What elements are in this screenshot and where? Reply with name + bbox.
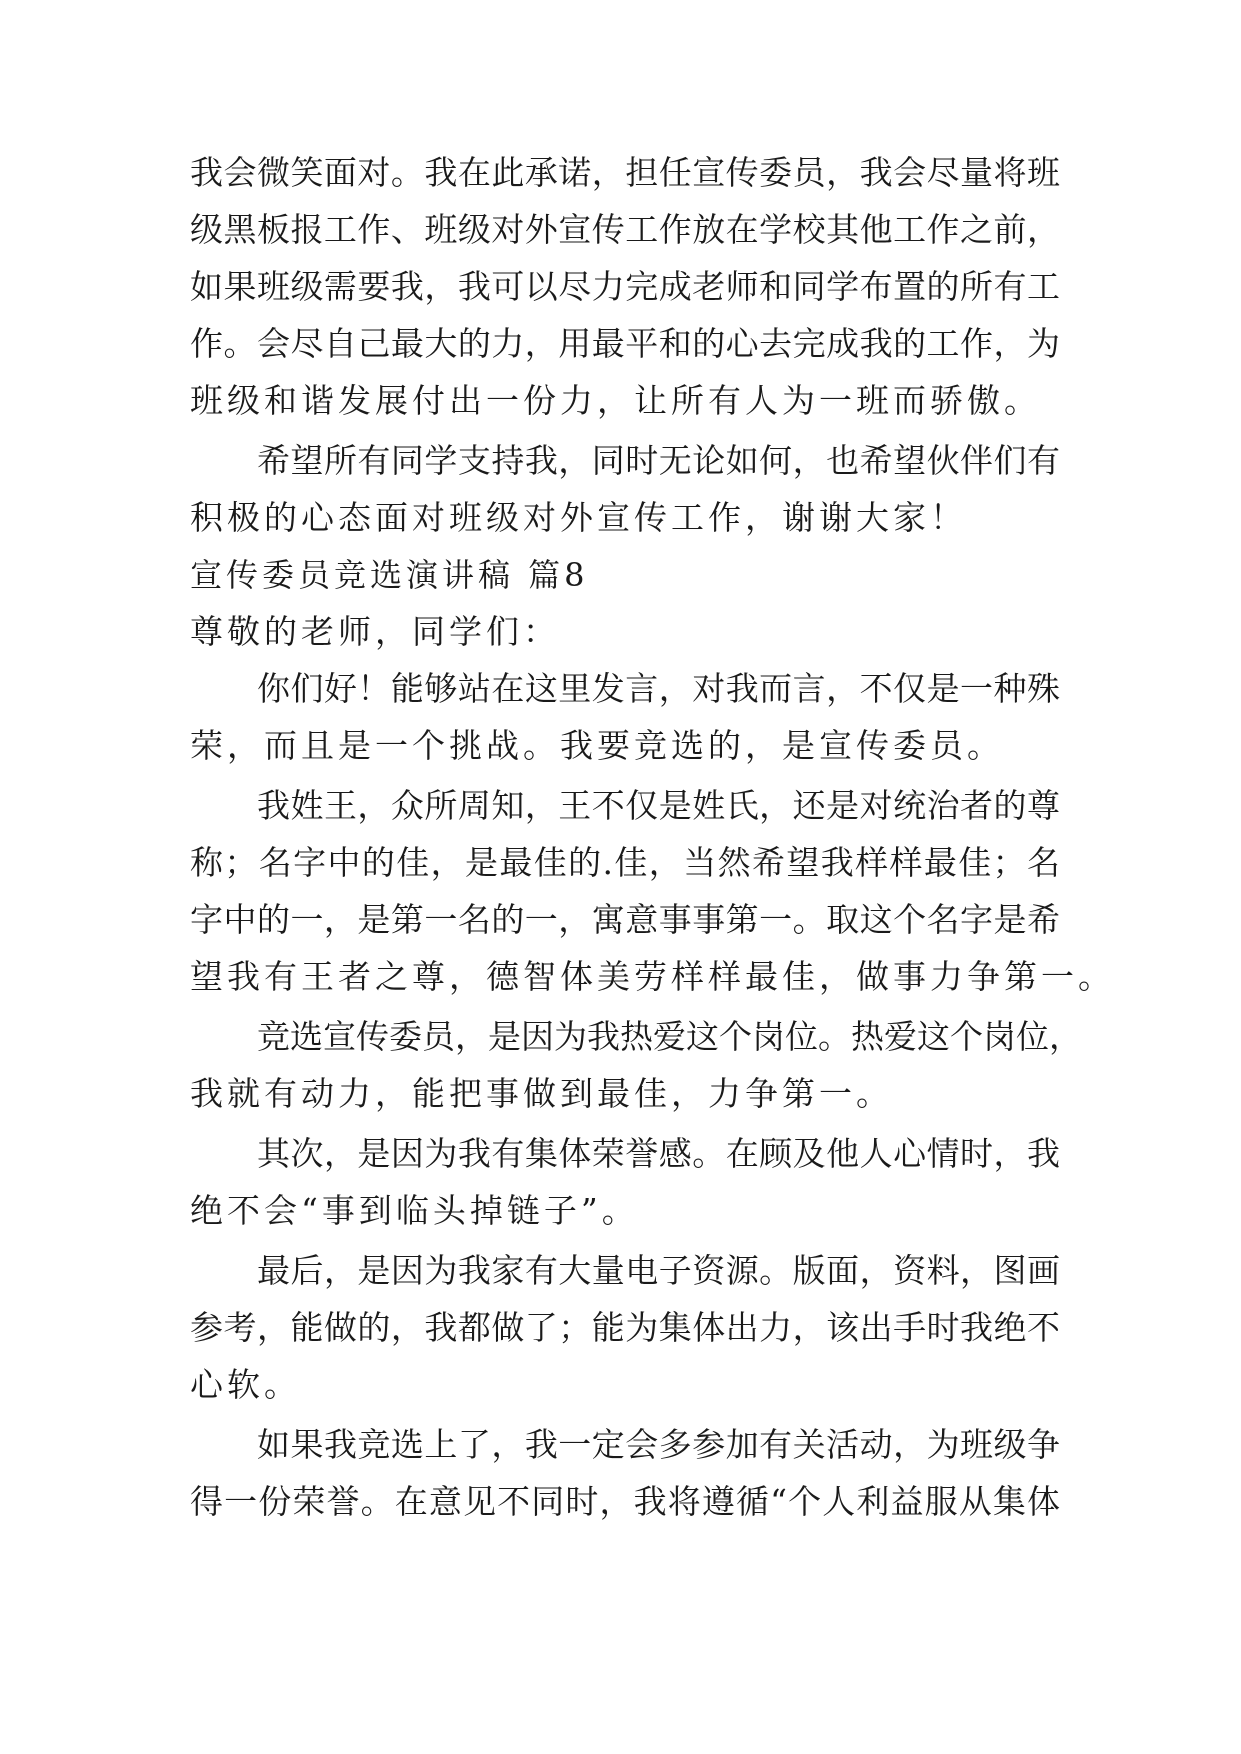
text-line: 心软。: [190, 1365, 301, 1404]
text-line: 绝不会“事到临头掉链子”。: [190, 1191, 639, 1230]
text-line: 称；名字中的佳，是最佳的.佳，当然希望我样样最佳；名: [190, 843, 1060, 882]
paragraph-first-line: 希望所有同学支持我，同时无论如何，也希望伙伴们有: [257, 441, 1060, 480]
text-line: 如果班级需要我，我可以尽力完成老师和同学布置的所有工: [190, 267, 1060, 306]
text-line: 参考，能做的，我都做了；能为集体出力，该出手时我绝不: [190, 1308, 1060, 1347]
text-line: 望我有王者之尊，德智体美劳样样最佳，做事力争第一。: [190, 957, 1115, 996]
paragraph-first-line: 最后，是因为我家有大量电子资源。版面，资料，图画: [257, 1251, 1060, 1290]
paragraph-first-line: 我姓王，众所周知，王不仅是姓氏，还是对统治者的尊: [257, 786, 1060, 825]
salutation: 尊敬的老师，同学们：: [190, 612, 560, 651]
paragraph-first-line: 其次，是因为我有集体荣誉感。在顾及他人心情时，我: [257, 1134, 1060, 1173]
text-line: 我会微笑面对。我在此承诺，担任宣传委员，我会尽量将班: [190, 153, 1060, 192]
text-line: 作。会尽自己最大的力，用最平和的心去完成我的工作，为: [190, 324, 1060, 363]
text-line: 级黑板报工作、班级对外宣传工作放在学校其他工作之前，: [190, 210, 1060, 249]
paragraph-first-line: 如果我竞选上了，我一定会多参加有关活动，为班级争: [257, 1425, 1060, 1464]
text-line: 得一份荣誉。在意见不同时，我将遵循“个人利益服从集体: [190, 1482, 1060, 1521]
text-line: 班级和谐发展付出一份力，让所有人为一班而骄傲。: [190, 381, 1041, 420]
text-line: 荣，而且是一个挑战。我要竞选的，是宣传委员。: [190, 726, 1004, 765]
paragraph-first-line: 竞选宣传委员，是因为我热爱这个岗位。热爱这个岗位，: [257, 1017, 1082, 1056]
paragraph-first-line: 你们好！能够站在这里发言，对我而言，不仅是一种殊: [257, 669, 1060, 708]
text-line: 我就有动力，能把事做到最佳，力争第一。: [190, 1074, 893, 1113]
text-line: 积极的心态面对班级对外宣传工作，谢谢大家！: [190, 498, 967, 537]
text-line: 字中的一，是第一名的一，寓意事事第一。取这个名字是希: [190, 900, 1060, 939]
section-heading: 宣传委员竞选演讲稿 篇8: [190, 556, 589, 594]
